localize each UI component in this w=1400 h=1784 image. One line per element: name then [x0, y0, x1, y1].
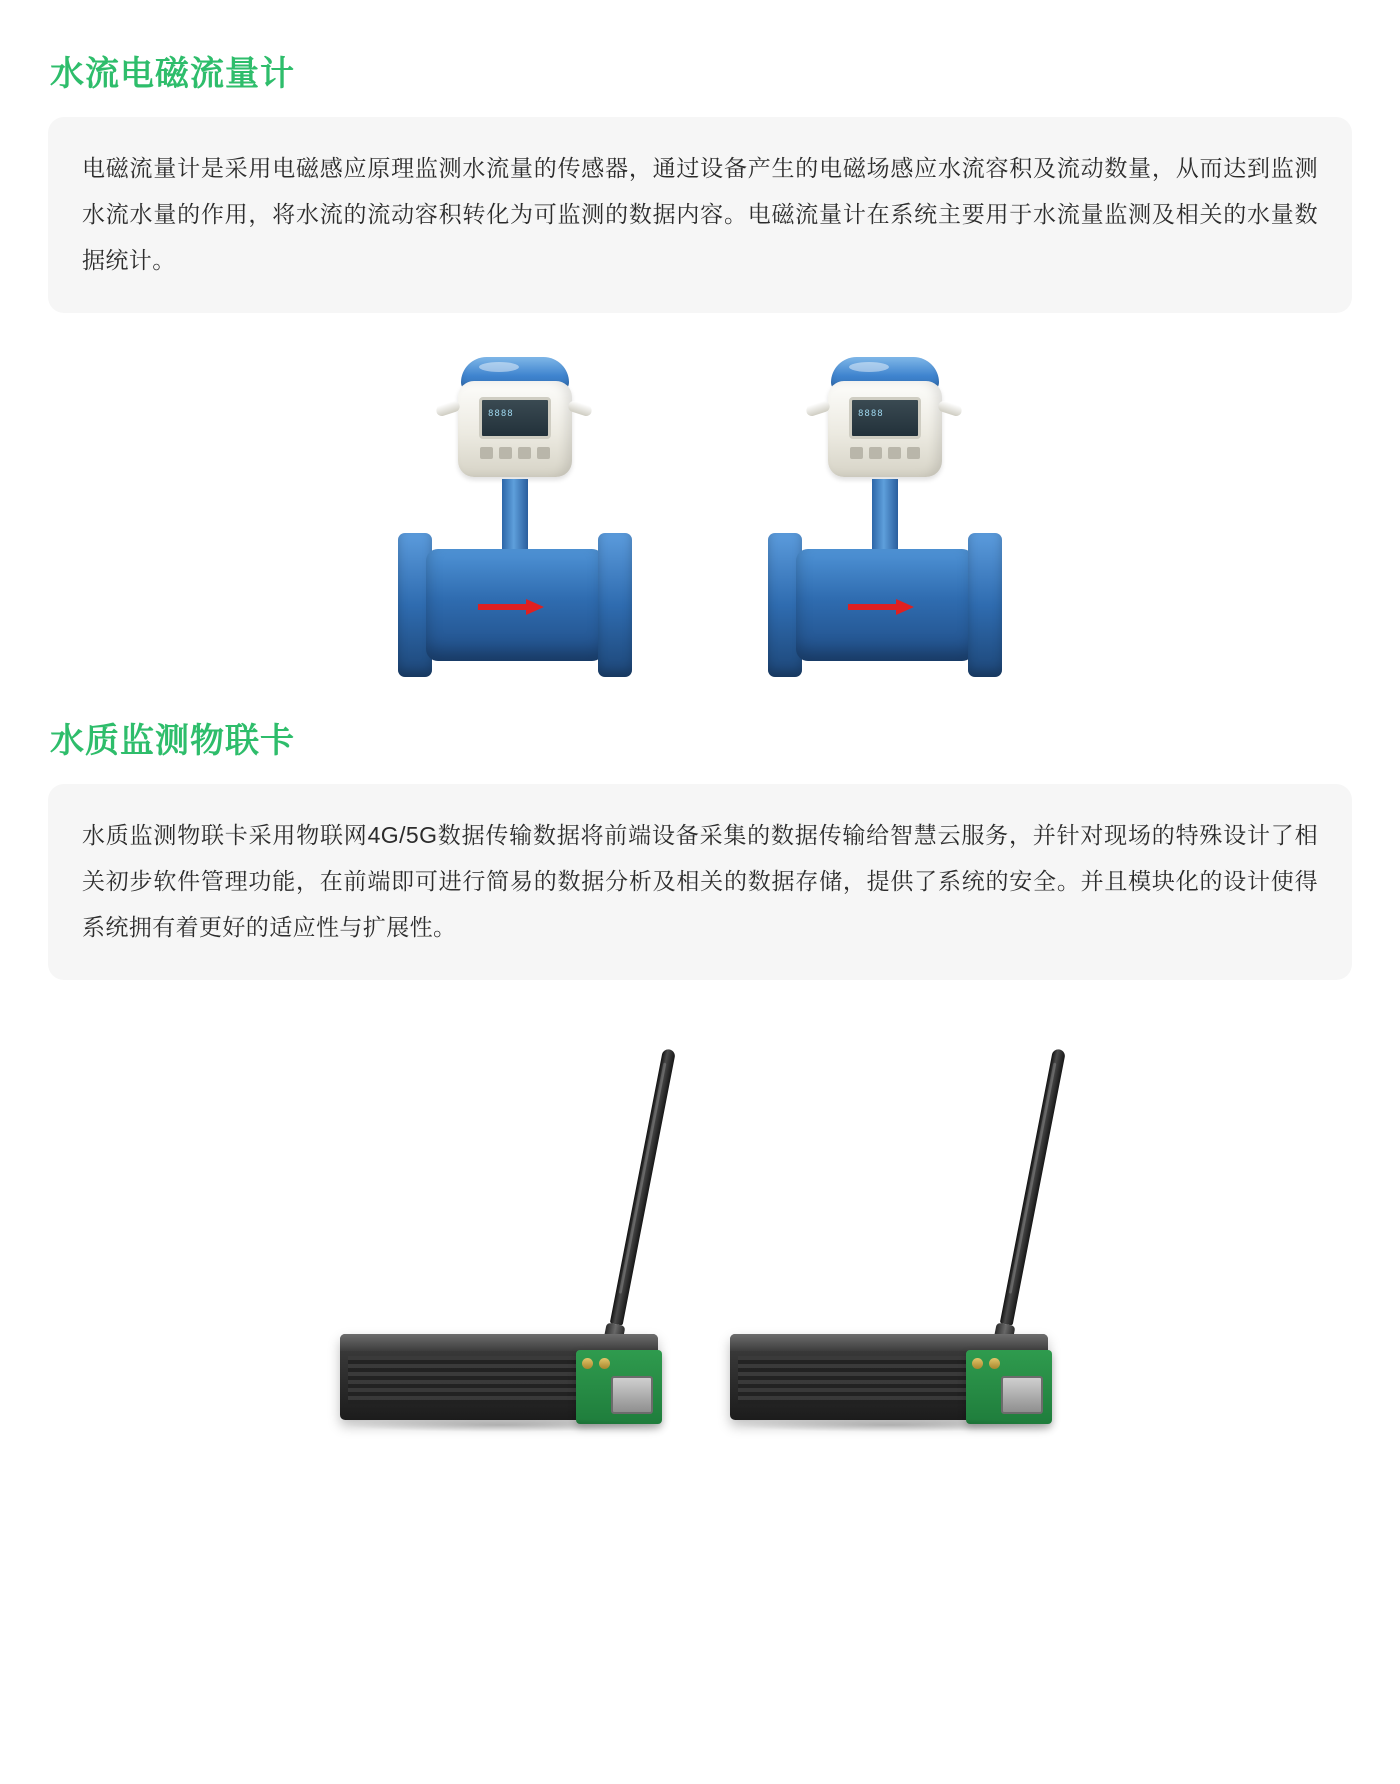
flow-meter-flange-right — [968, 533, 1002, 677]
description-card-iot-card — [48, 784, 1352, 980]
antenna-icon — [600, 1041, 683, 1340]
modem-port-panel — [966, 1350, 1052, 1424]
antenna-icon — [990, 1041, 1073, 1340]
description-card-flow-meter — [48, 117, 1352, 313]
section-flow-meter — [48, 54, 1352, 707]
flow-meter-housing — [458, 381, 572, 477]
flow-meter-button-3 — [518, 447, 531, 459]
iot-modem-device — [340, 1038, 670, 1438]
flow-meter-housing — [828, 381, 942, 477]
description-text-flow-meter: 电磁流量计是采用电磁感应原理监测水流量的传感器，通过设备产生的电磁场感应水流容积及流动数量，从而达到监测水流水量的作用，将水流的流动容积转化为可监测的数据内容。电磁流量计在系统主要用于水流量监测及相关的水量数据统计。 — [82, 154, 1318, 273]
flow-meter-head — [822, 357, 948, 485]
ethernet-port — [1001, 1376, 1043, 1414]
flow-meter-display-text: 8888 — [488, 408, 514, 419]
iot-modem-device — [730, 1038, 1060, 1438]
flow-direction-arrow-icon — [478, 601, 548, 613]
flow-meter-button-1 — [480, 447, 493, 459]
flow-meter-device — [760, 353, 1010, 683]
description-text-iot-card: 水质监测物联卡采用物联网4G/5G数据传输数据将前端设备采集的数据传输给智慧云服务，并针对现场的特殊设计了相关初步软件管理功能，在前端即可进行简易的数据分析及相关的数据存储，提供了系统的安全。并且模块化的设计使得系统拥有着更好的适应性与扩展性。 — [82, 821, 1318, 940]
flow-meter-button-2 — [499, 447, 512, 459]
section-iot-card — [48, 721, 1352, 1462]
figure-iot-modem-pair — [48, 980, 1352, 1462]
flow-meter-display — [479, 397, 551, 439]
flow-meter-buttons — [480, 447, 550, 459]
flow-meter-button-4 — [537, 447, 550, 459]
flow-meter-neck — [872, 479, 898, 553]
flow-meter-display-text: 8888 — [858, 408, 884, 419]
flow-meter-display — [849, 397, 921, 439]
device-shadow — [350, 1418, 650, 1432]
figure-flow-meter-pair — [48, 313, 1352, 707]
flow-meter-flange-right — [598, 533, 632, 677]
device-shadow — [740, 1418, 1040, 1432]
flow-meter-button-2 — [869, 447, 882, 459]
flow-direction-arrow-icon — [848, 601, 918, 613]
section-title-iot-card: 水质监测物联卡 — [50, 721, 295, 760]
modem-port-panel — [576, 1350, 662, 1424]
flow-meter-buttons — [850, 447, 920, 459]
ethernet-port — [611, 1376, 653, 1414]
flow-meter-button-1 — [850, 447, 863, 459]
section-title-flow-meter: 水流电磁流量计 — [50, 55, 295, 93]
flow-meter-button-4 — [907, 447, 920, 459]
flow-meter-neck — [502, 479, 528, 553]
flow-meter-button-3 — [888, 447, 901, 459]
flow-meter-device — [390, 353, 640, 683]
flow-meter-head — [452, 357, 578, 485]
